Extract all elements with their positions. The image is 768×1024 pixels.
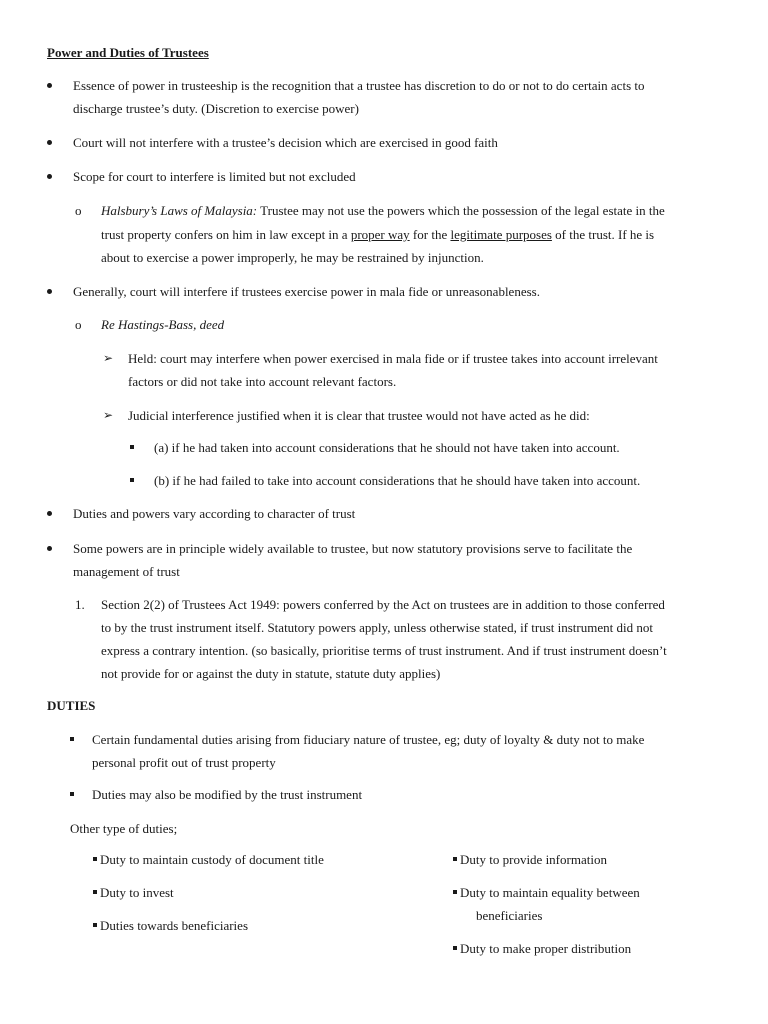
- square-bullet-text: (a) if he had taken into account considerations that he should not have taken into account.: [154, 440, 620, 455]
- numbered-text: express a contrary intention. (so basically, prioritise terms of trust instrument. And if trust instrument doesn’t: [101, 643, 667, 658]
- numbered-text: Section 2(2) of Trustees Act 1949: powers conferred by the Act on trustees are in addition to those conferred: [101, 597, 665, 612]
- arrow-bullet-text: factors or did not take into account relevant factors.: [128, 374, 397, 389]
- other-duties-label: Other type of duties;: [70, 821, 178, 836]
- sub-bullet-text: Halsbury’s Laws of Malaysia: Trustee may not use the powers which the possession of the legal estate in the: [101, 203, 665, 218]
- duty-text: personal profit out of trust property: [92, 755, 276, 770]
- bullet-text: Some powers are in principle widely available to trustee, but now statutory provisions serve to facilitate the: [73, 541, 633, 556]
- duty-item: Duty to maintain custody of document title: [100, 852, 324, 867]
- duty-item: Duty to maintain equality between: [460, 885, 640, 900]
- sub-bullet-o: o: [75, 203, 82, 218]
- list-number: 1.: [75, 597, 85, 612]
- arrow-bullet-icon: ➢: [103, 408, 114, 422]
- square-bullet-text: (b) if he had failed to take into account considerations that he should have taken into account.: [154, 473, 641, 488]
- sub-bullet-text: trust property confers on him in law except in a proper way for the legitimate purposes of the trust. If he is: [101, 227, 655, 242]
- section-heading: DUTIES: [47, 698, 96, 713]
- duty-item: Duties towards beneficiaries: [100, 918, 249, 933]
- duty-text: Certain fundamental duties arising from fiduciary nature of trustee, eg; duty of loyalty & duty not to make: [92, 732, 645, 747]
- duty-text: Duties may also be modified by the trust instrument: [92, 787, 363, 802]
- bullet-dot: [47, 546, 52, 551]
- square-bullet: [93, 857, 97, 861]
- square-bullet: [130, 445, 134, 449]
- bullet-text: Duties and powers vary according to character of trust: [73, 506, 356, 521]
- bullet-text: Court will not interfere with a trustee’s decision which are exercised in good faith: [73, 135, 498, 150]
- bullet-text: management of trust: [73, 564, 180, 579]
- bullet-dot: [47, 140, 52, 145]
- square-bullet: [130, 478, 134, 482]
- bullet-dot: [47, 174, 52, 179]
- bullet-dot: [47, 289, 52, 294]
- square-bullet: [70, 792, 74, 796]
- bullet-dot: [47, 83, 52, 88]
- bullet-text: Essence of power in trusteeship is the recognition that a trustee has discretion to do or not to do certain acts to: [73, 78, 645, 93]
- page-title: Power and Duties of Trustees: [47, 45, 209, 60]
- bullet-text: discharge trustee’s duty. (Discretion to exercise power): [73, 101, 359, 116]
- square-bullet: [453, 890, 457, 894]
- case-name: Re Hastings-Bass, deed: [101, 317, 225, 332]
- duty-item: beneficiaries: [476, 908, 543, 923]
- square-bullet: [453, 857, 457, 861]
- square-bullet: [70, 737, 74, 741]
- arrow-bullet-text: Held: court may interfere when power exercised in mala fide or if trustee takes into account irrelevant: [128, 351, 658, 366]
- square-bullet: [453, 946, 457, 950]
- square-bullet: [93, 890, 97, 894]
- duty-item: Duty to provide information: [460, 852, 607, 867]
- arrow-bullet-icon: ➢: [103, 351, 114, 365]
- numbered-text: to by the trust instrument itself. Statutory powers apply, unless otherwise stated, if trust instrument did not: [101, 620, 653, 635]
- sub-bullet-text: about to exercise a power improperly, he may be restrained by injunction.: [101, 250, 484, 265]
- citation: Halsbury’s Laws of Malaysia:: [101, 203, 258, 218]
- square-bullet: [93, 923, 97, 927]
- arrow-bullet-text: Judicial interference justified when it is clear that trustee would not have acted as he did:: [128, 408, 590, 423]
- duty-item: Duty to invest: [100, 885, 174, 900]
- duty-item: Duty to make proper distribution: [460, 941, 632, 956]
- bullet-text: Generally, court will interfere if trustees exercise power in mala fide or unreasonableness.: [73, 284, 540, 299]
- numbered-text: not provide for or against the duty in statute, statute duty applies): [101, 666, 441, 681]
- sub-bullet-o: o: [75, 317, 82, 332]
- bullet-text: Scope for court to interfere is limited but not excluded: [73, 169, 356, 184]
- bullet-dot: [47, 511, 52, 516]
